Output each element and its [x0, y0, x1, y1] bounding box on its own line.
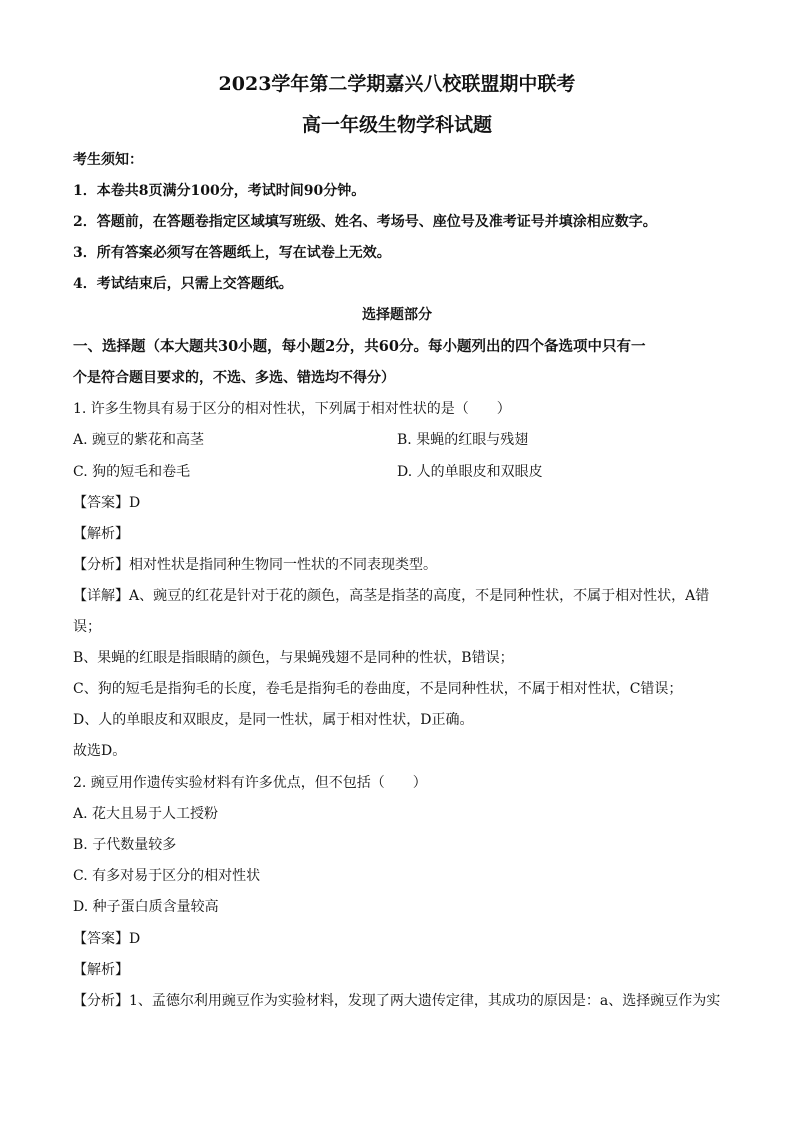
part-one-header-line1: 一、选择题（本大题共30小题，每小题2分，共60分。每小题列出的四个备选项中只有一	[73, 338, 646, 355]
q2-option-a: A. 花大且易于人工授粉	[73, 806, 219, 822]
part-one-header-line2: 个是符合题目要求的，不选、多选、错选均不得分）	[73, 370, 395, 386]
notice-item-4: 4．考试结束后，只需上交答题纸。	[73, 276, 293, 292]
q1-stem: 1. 许多生物具有易于区分的相对性状，下列属于相对性状的是（ ）	[73, 401, 511, 417]
section-title: 选择题部分	[362, 307, 432, 323]
q1-option-c: C. 狗的短毛和卷毛	[73, 464, 191, 480]
exam-title: 2023学年第二学期嘉兴八校联盟期中联考	[218, 73, 576, 95]
q1-option-a: A. 豌豆的紫花和高茎	[73, 432, 205, 448]
q2-option-c: C. 有多对易于区分的相对性状	[73, 868, 261, 884]
q1-detail-c: C、狗的短毛是指狗毛的长度，卷毛是指狗毛的卷曲度，不是同种性状，不属于相对性状，C错误；	[73, 681, 683, 697]
q1-detail-b: B、果蝇的红眼是指眼睛的颜色，与果蝇残翅不是同种的性状，B错误；	[73, 650, 514, 666]
q1-option-b: B. 果蝇的红眼与残翅	[397, 432, 529, 448]
q1-fenxi: 【分析】相对性状是指同种生物同一性状的不同表现类型。	[73, 557, 437, 573]
q2-answer: 【答案】D	[73, 931, 141, 947]
notice-item-3: 3．所有答案必须写在答题纸上，写在试卷上无效。	[73, 245, 391, 261]
q1-detail-d: D、人的单眼皮和双眼皮，是同一性状，属于相对性状，D正确。	[73, 712, 474, 728]
q1-analysis-label: 【解析】	[73, 526, 129, 542]
notice-heading: 考生须知：	[73, 152, 143, 168]
q2-analysis-label: 【解析】	[73, 962, 129, 978]
q2-fenxi: 【分析】1、孟德尔利用豌豆作为实验材料，发现了两大遗传定律，其成功的原因是：a、选择豌豆作为实	[73, 993, 721, 1009]
q1-detail-line1: 【详解】A、豌豆的红花是针对于花的颜色，高茎是指茎的高度，不是同种性状，不属于相对性状，A错	[73, 588, 710, 604]
q1-answer: 【答案】D	[73, 495, 141, 511]
q2-option-d: D. 种子蛋白质含量较高	[73, 899, 219, 915]
q2-stem: 2. 豌豆用作遗传实验材料有许多优点，但不包括（ ）	[73, 775, 427, 791]
q1-conclusion: 故选D。	[73, 743, 127, 759]
q1-detail-line2: 误；	[73, 619, 101, 635]
q1-option-d: D. 人的单眼皮和双眼皮	[397, 464, 543, 480]
exam-subtitle: 高一年级生物学科试题	[301, 114, 492, 136]
notice-item-2: 2．答题前，在答题卷指定区域填写班级、姓名、考场号、座位号及准考证号并填涂相应数字。	[73, 214, 657, 230]
notice-item-1: 1．本卷共8页满分100分，考试时间90分钟。	[73, 183, 366, 199]
q2-option-b: B. 子代数量较多	[73, 837, 177, 853]
